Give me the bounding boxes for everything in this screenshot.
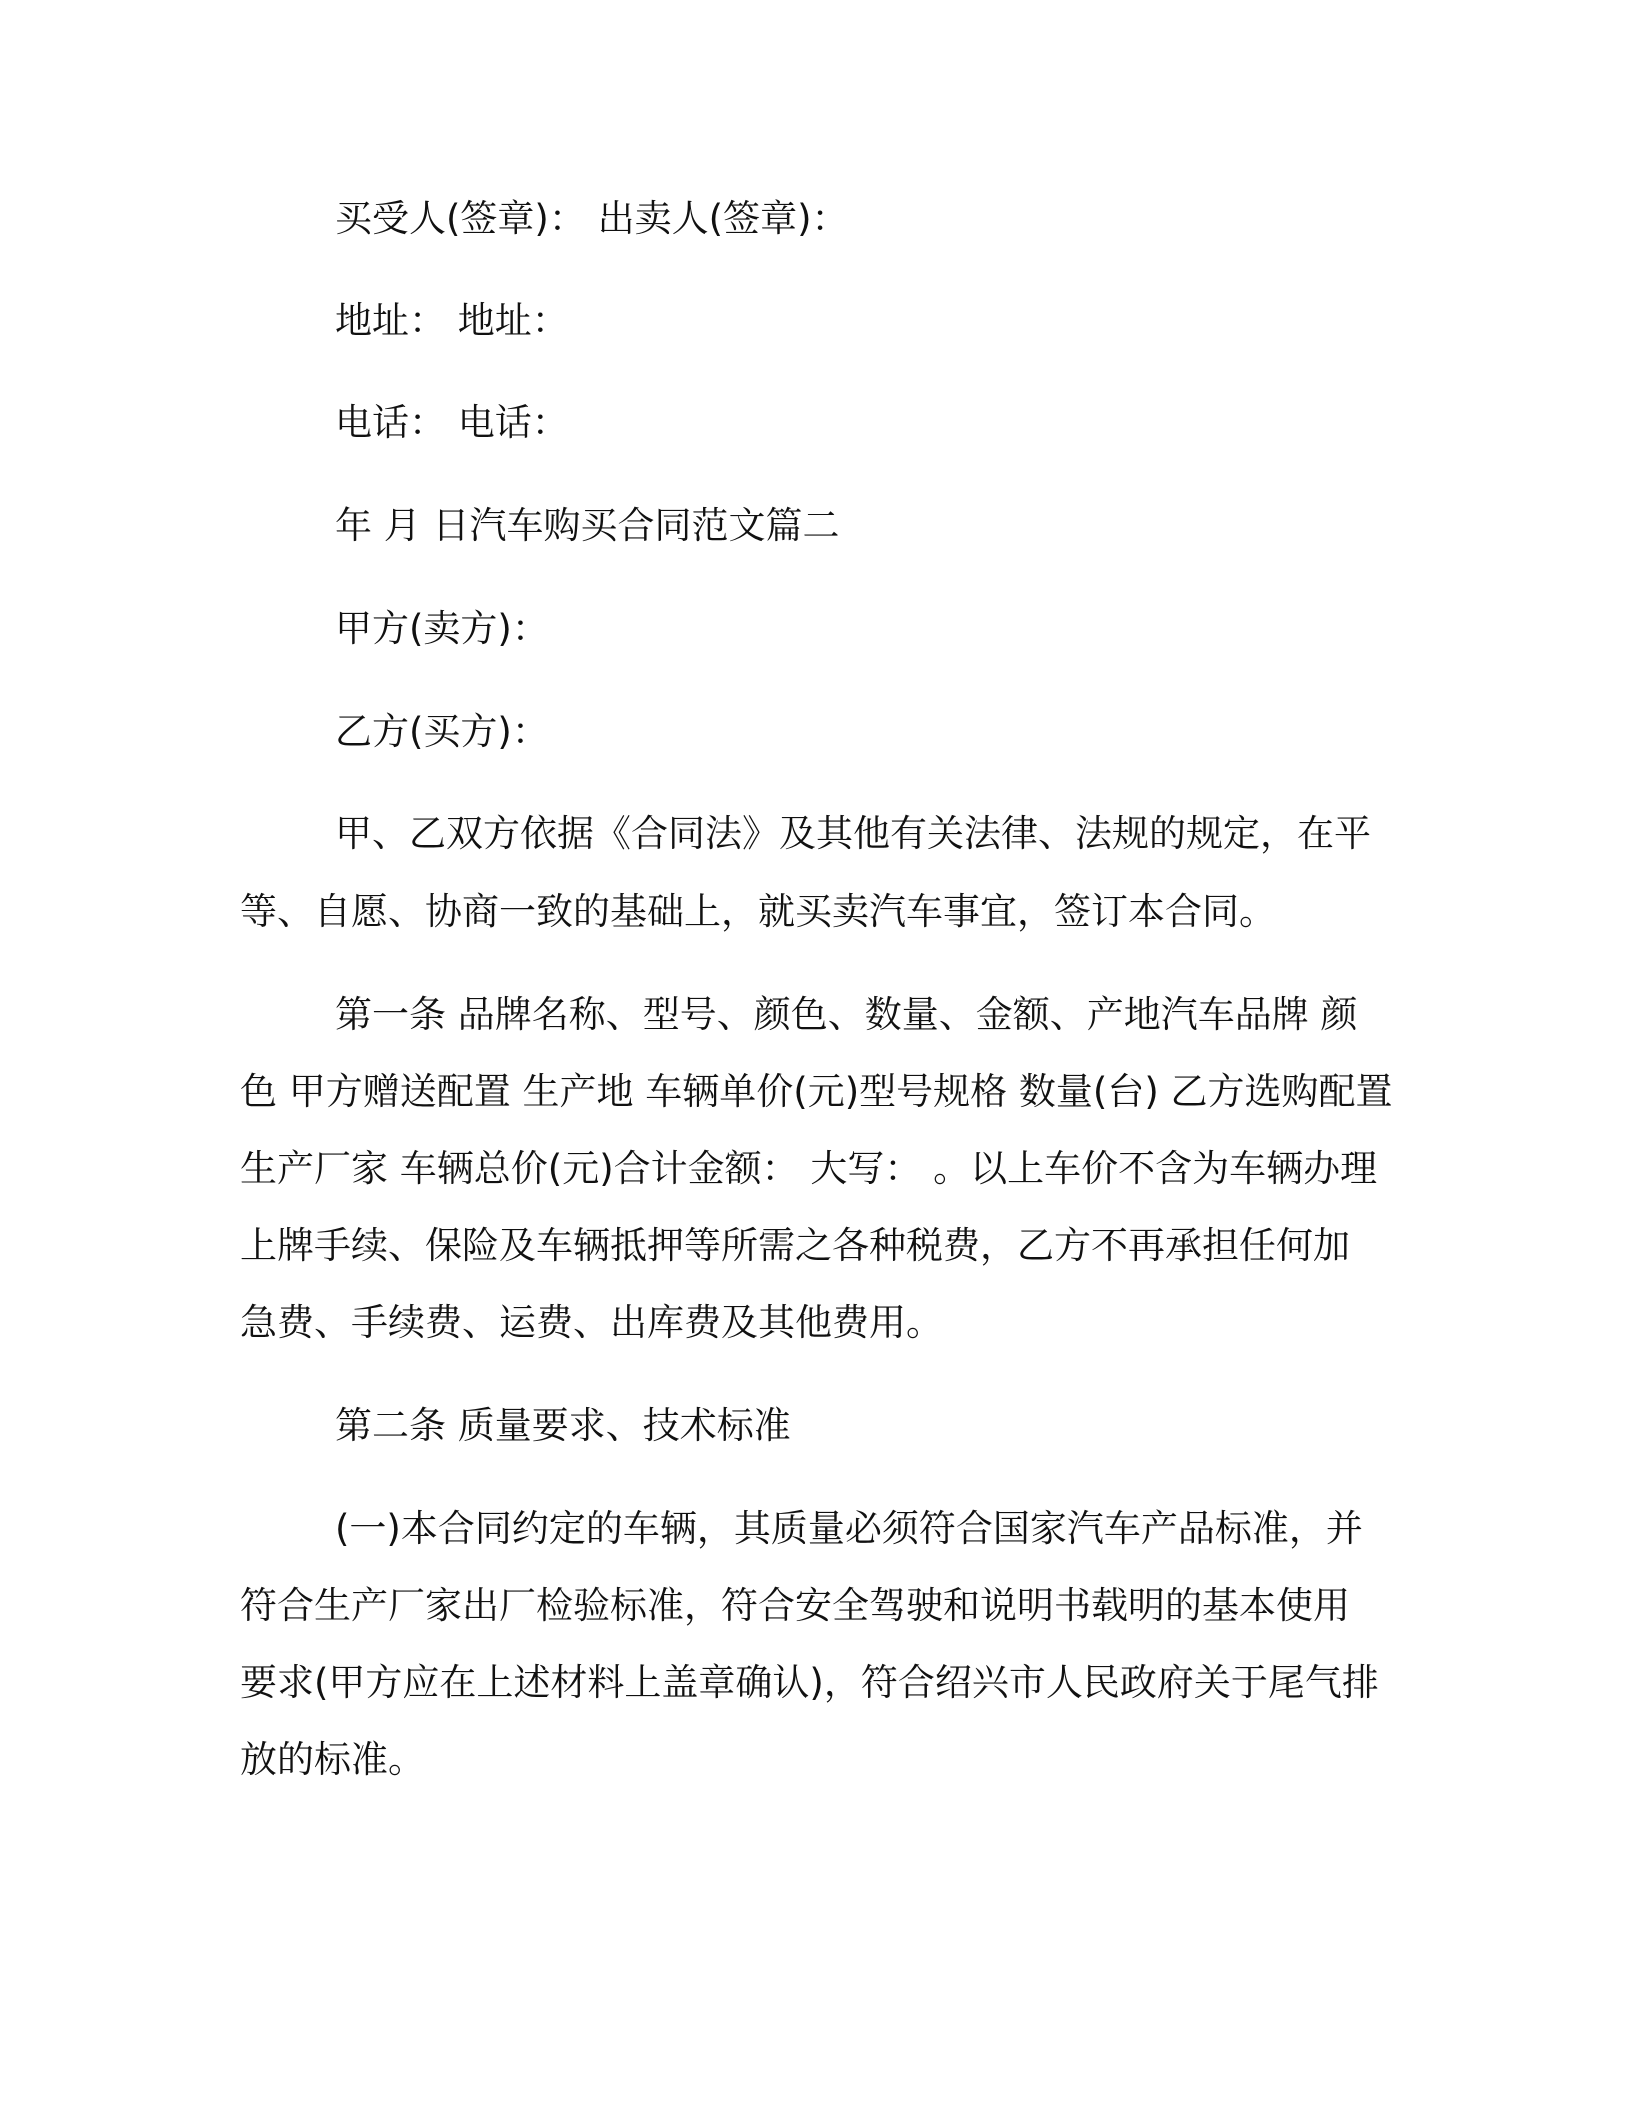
article-1-line-3: 生产厂家 车辆总价(元)合计金额： 大写： 。以上车价不含为车辆办理 (240, 1147, 1378, 1190)
intro-paragraph-line-1: 甲、乙双方依据《合同法》及其他有关法律、法规的规定，在平 (335, 812, 1371, 855)
article-1-line-4: 上牌手续、保险及车辆抵押等所需之各种税费，乙方不再承担任何加 (240, 1224, 1350, 1267)
signature-address-line: 地址： 地址： (335, 299, 569, 342)
article-2-clause-1-line-2: 符合生产厂家出厂检验标准，符合安全驾驶和说明书载明的基本使用 (240, 1584, 1350, 1627)
article-2-clause-1-line-3: 要求(甲方应在上述材料上盖章确认)，符合绍兴市人民政府关于尾气排 (240, 1661, 1379, 1704)
party-a-line: 甲方(卖方)： (335, 607, 549, 650)
date-title-line: 年 月 日汽车购买合同范文篇二 (335, 504, 840, 547)
signature-phone-line: 电话： 电话： (335, 401, 569, 444)
article-2-clause-1-line-4: 放的标准。 (240, 1738, 425, 1781)
party-b-line: 乙方(买方)： (335, 710, 549, 753)
article-2-clause-1-line-1: (一)本合同约定的车辆，其质量必须符合国家汽车产品标准，并 (335, 1507, 1363, 1550)
article-1-line-1: 第一条 品牌名称、型号、颜色、数量、金额、产地汽车品牌 颜 (335, 993, 1358, 1036)
article-1-line-5: 急费、手续费、运费、出库费及其他费用。 (240, 1301, 943, 1344)
article-1-line-2: 色 甲方赠送配置 生产地 车辆单价(元)型号规格 数量(台) 乙方选购配置 (240, 1070, 1393, 1113)
intro-paragraph-line-2: 等、自愿、协商一致的基础上，就买卖汽车事宜，签订本合同。 (240, 890, 1276, 933)
article-2-heading: 第二条 质量要求、技术标准 (335, 1404, 791, 1447)
signature-buyer-seller-line: 买受人(签章)： 出卖人(签章)： (335, 197, 849, 240)
